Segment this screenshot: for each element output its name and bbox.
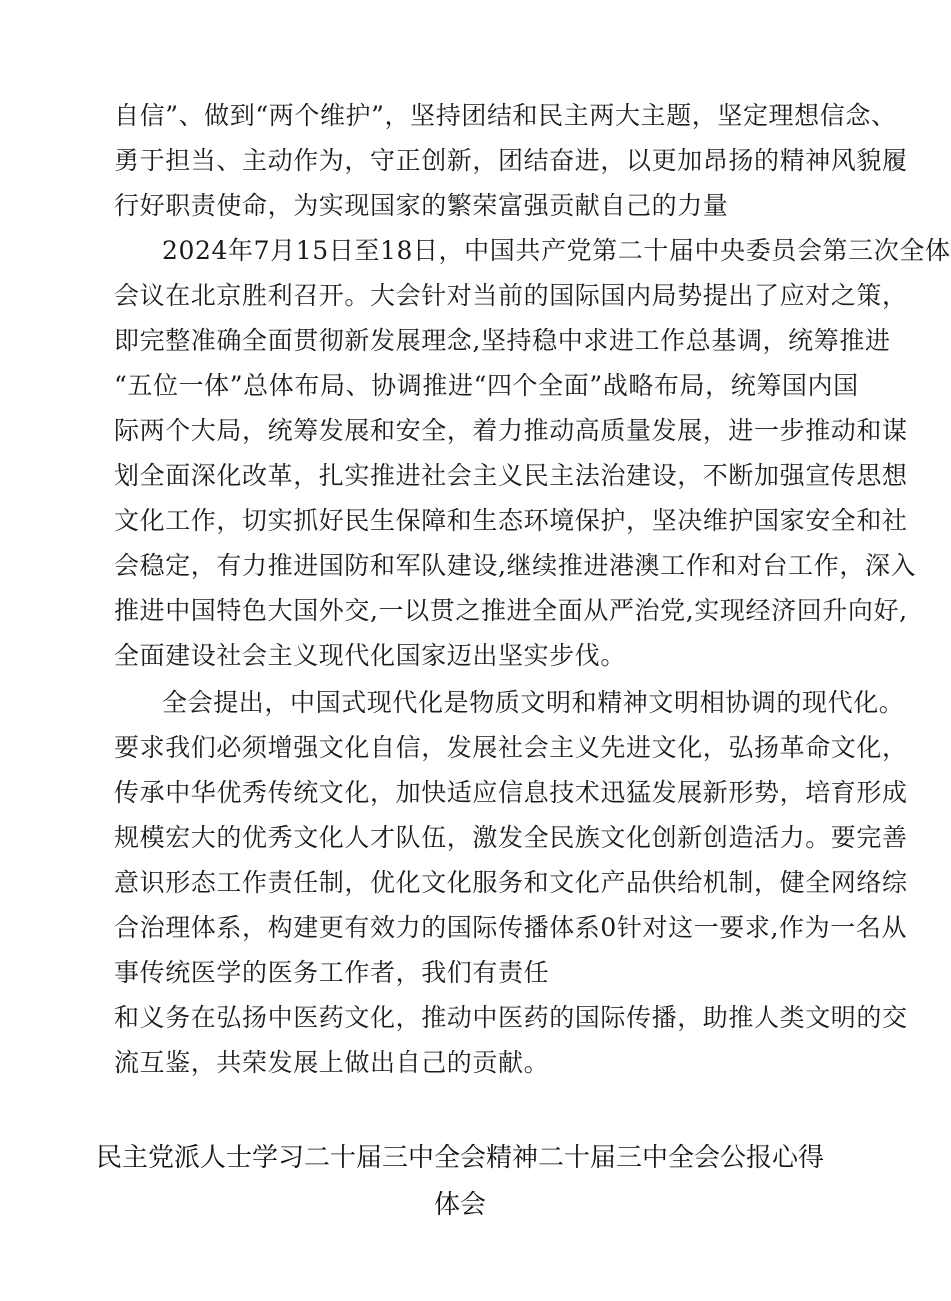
article-heading-line-2: 体会: [433, 1190, 486, 1220]
paragraph-3-line-2: 要求我们必须增强文化自信，发展社会主义先进文化，弘扬革命文化，: [114, 733, 908, 762]
paragraph-3-line-4: 规模宏大的优秀文化人才队伍，激发全民族文化创新创造活力。要完善: [114, 823, 908, 852]
paragraph-2-line-9: 推进中国特色大国外交,一以贯之推进全面从严治党,实现经济回升向好,: [114, 596, 908, 625]
paragraph-3-line-7: 事传统医学的医务工作者，我们有责任: [114, 958, 550, 987]
paragraph-1-line-2: 勇于担当、主动作为，守正创新，团结奋进，以更加昂扬的精神风貌履: [114, 146, 908, 175]
paragraph-1-line-3: 行好职责使命，为实现国家的繁荣富强贡献自己的力量: [114, 191, 729, 220]
paragraph-2-line-4: “五位一体”总体布局、协调推进“四个全面”战略布局，统筹国内国: [114, 371, 859, 400]
paragraph-2-line-5: 际两个大局，统筹发展和安全，着力推动高质量发展，进一步推动和谋: [114, 416, 908, 445]
paragraph-3-line-1: 全会提出，中国式现代化是物质文明和精神文明相协调的现代化。: [162, 688, 905, 717]
paragraph-3-line-3: 传承中华优秀传统文化，加快适应信息技术迅猛发展新形势，培育形成: [114, 778, 908, 807]
paragraph-2-line-6: 划全面深化改革，扎实推进社会主义民主法治建设，不断加强宣传思想: [114, 461, 908, 490]
paragraph-3-line-9: 流互鉴，共荣发展上做出自己的贡献。: [114, 1048, 550, 1077]
paragraph-2-line-8: 会稳定，有力推进国防和军队建设,继续推进港澳工作和对台工作，深入: [114, 551, 917, 580]
paragraph-2-line-7: 文化工作，切实抓好民生保障和生态环境保护，坚决维护国家安全和社: [114, 506, 908, 535]
paragraph-3-line-5: 意识形态工作责任制，优化文化服务和文化产品供给机制，健全网络综: [114, 868, 908, 897]
paragraph-3-line-6: 合治理体系，构建更有效力的国际传播体系0针对这一要求,作为一名从: [114, 913, 908, 942]
paragraph-1-line-1: 自信”、做到“两个维护”，坚持团结和民主两大主题，坚定理想信念、: [114, 101, 897, 130]
paragraph-2-line-1: 2024年7月15日至18日，中国共产党第二十届中央委员会第三次全体: [162, 236, 951, 265]
paragraph-2-line-10: 全面建设社会主义现代化国家迈出坚实步伐。: [114, 641, 627, 670]
article-heading-line-1: 民主党派人士学习二十届三中全会精神二十届三中全会公报心得: [95, 1143, 824, 1173]
paragraph-2-line-2: 会议在北京胜利召开。大会针对当前的国际国内局势提出了应对之策，: [114, 281, 908, 310]
paragraph-3-line-8: 和义务在弘扬中医药文化，推动中医药的国际传播，助推人类文明的交: [114, 1003, 908, 1032]
paragraph-2-line-3: 即完整准确全面贯彻新发展理念,坚持稳中求进工作总基调，统筹推进: [114, 326, 891, 355]
